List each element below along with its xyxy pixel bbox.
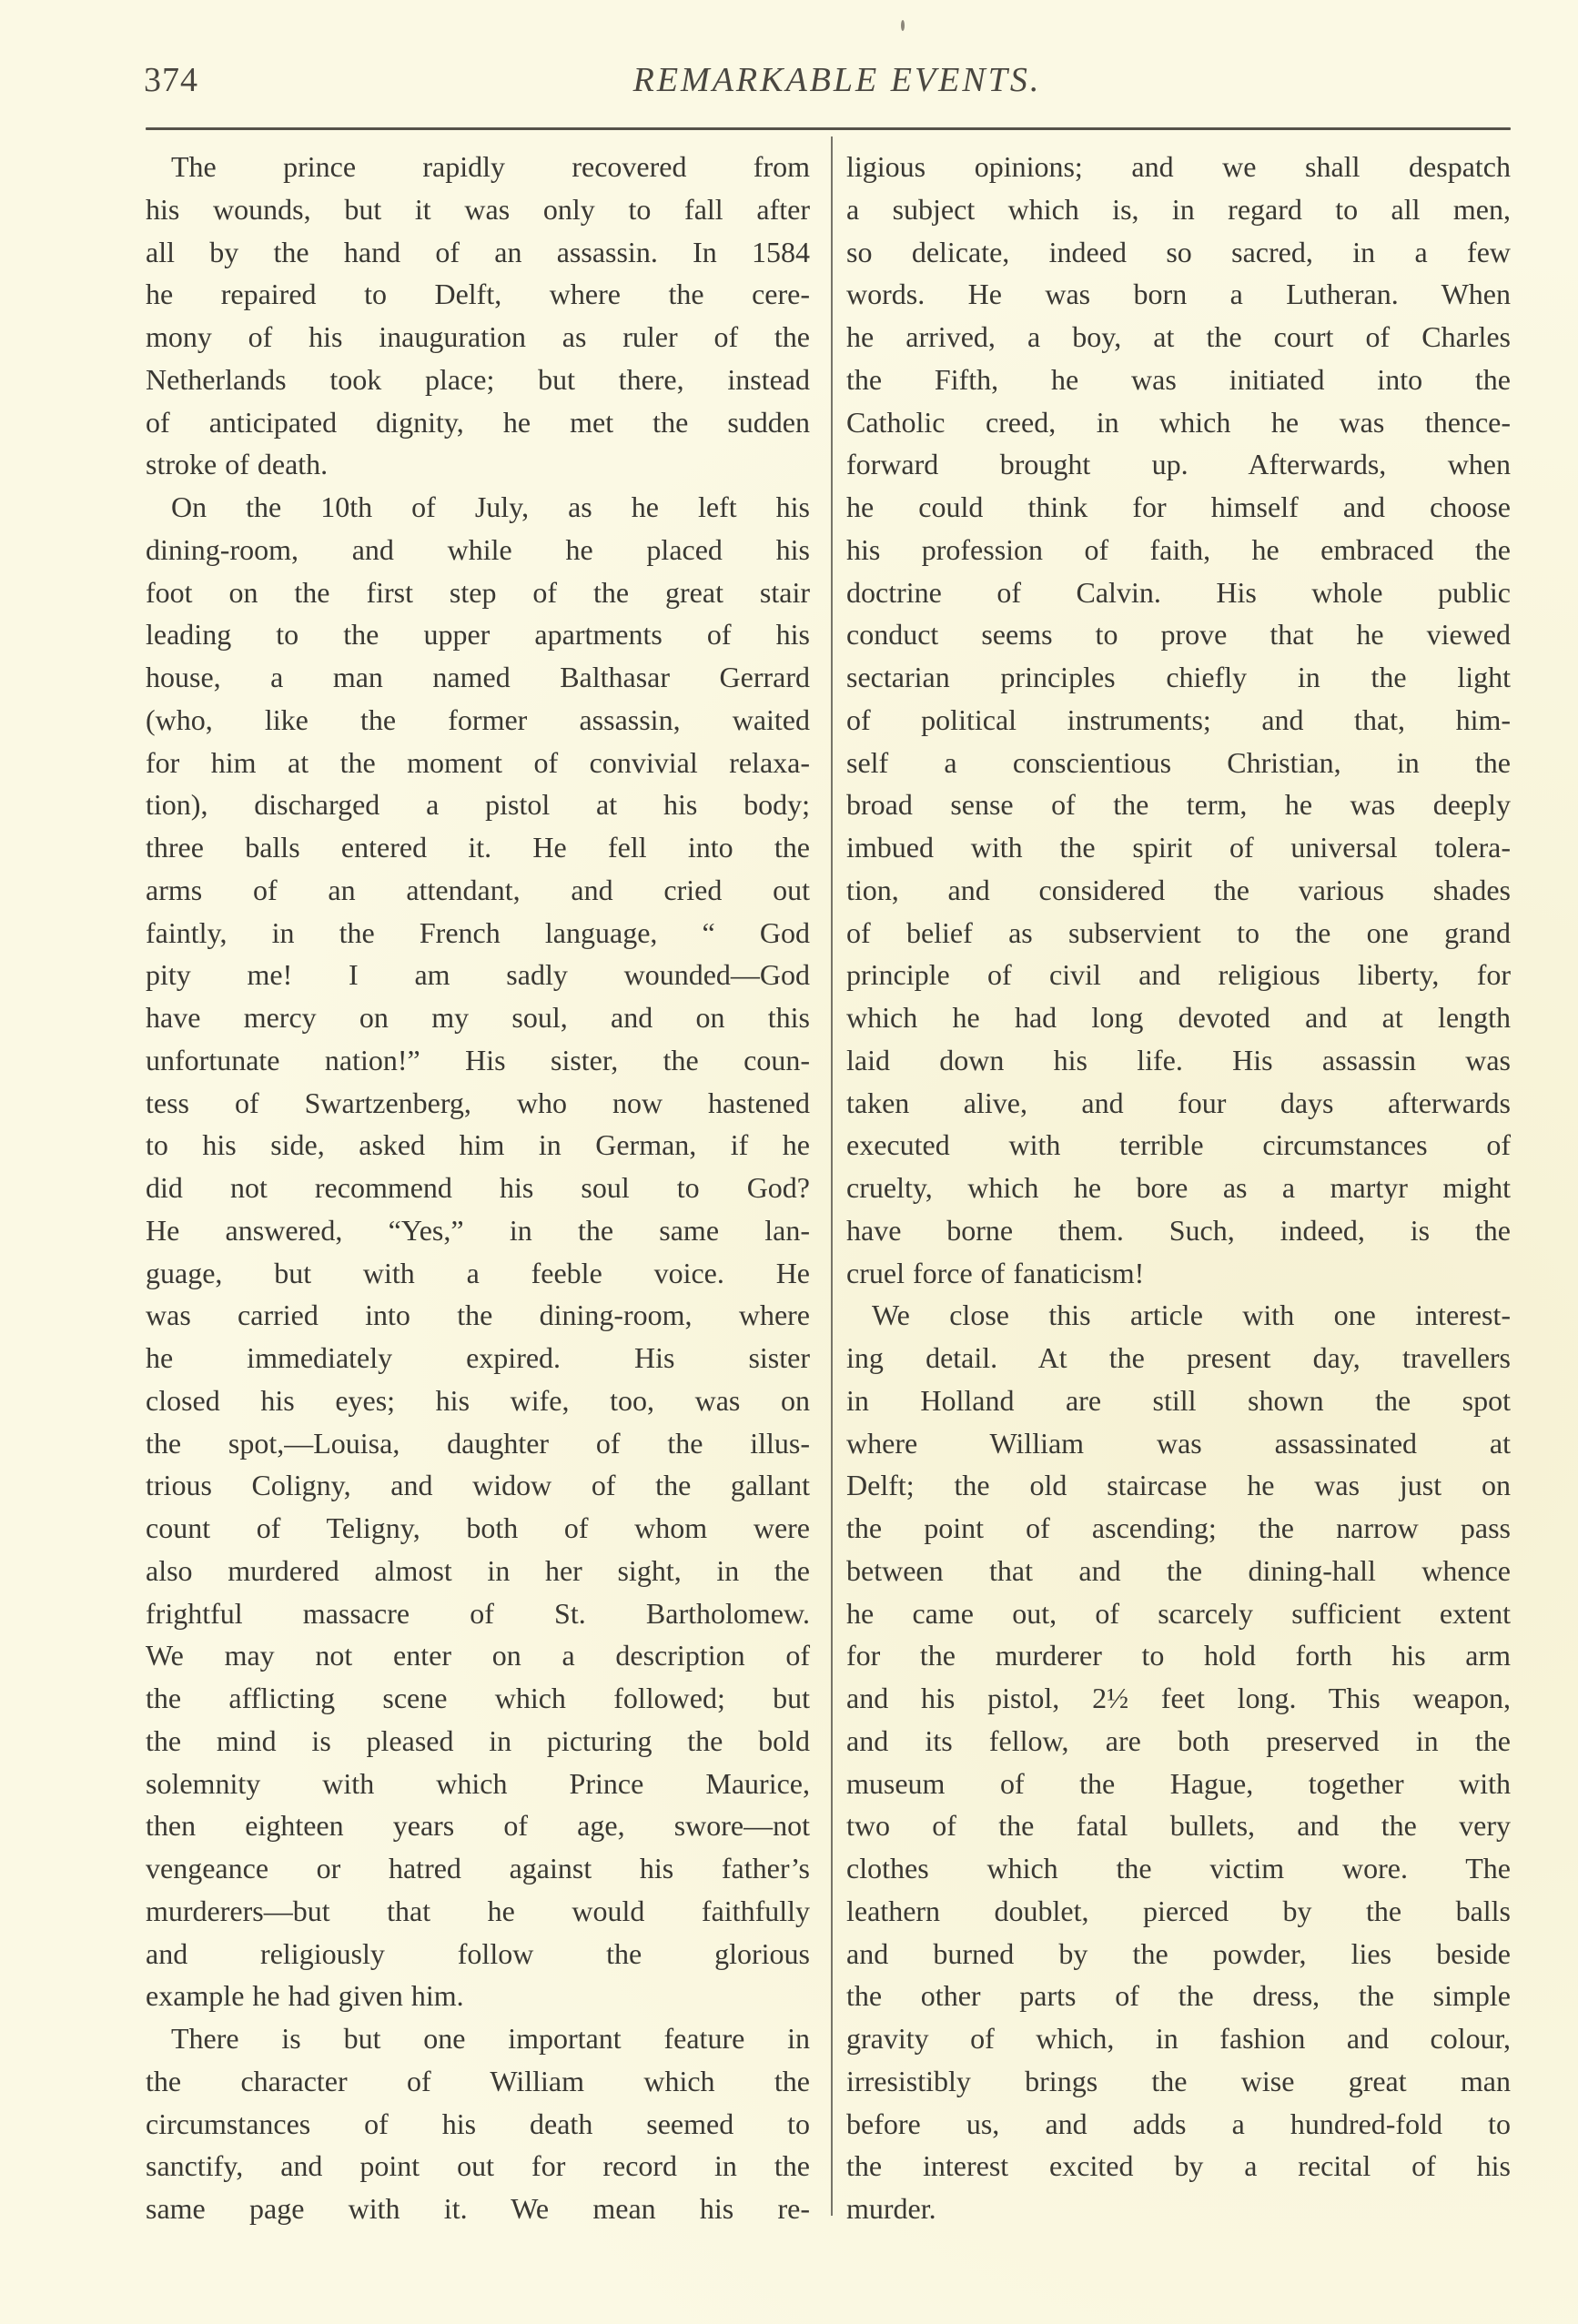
text-line: in Holland are still shown the spot [846, 1383, 1511, 1417]
text-line: also murdered almost in her sight, in the [146, 1553, 810, 1587]
right-column [846, 146, 1511, 2230]
text-line: He answered, “Yes,” in the same lan- [146, 1213, 810, 1247]
left-column [146, 146, 810, 2230]
text-line: the character of William which the [146, 2064, 810, 2097]
text-line: arms of an attendant, and cried out [146, 873, 810, 906]
text-line: laid down his life. His assassin was [846, 1043, 1511, 1076]
text-line: irresistibly brings the wise great man [846, 2064, 1511, 2097]
text-line: frightful massacre of St. Bartholomew. [146, 1596, 810, 1630]
text-line: then eighteen years of age, swore—not [146, 1809, 810, 1843]
text-line: There is but one important feature in [171, 2022, 810, 2055]
text-line: two of the fatal bullets, and the very [846, 1809, 1511, 1843]
text-line: the point of ascending; the narrow pass [846, 1511, 1511, 1544]
text-line: words. He was born a Lutheran. When [846, 278, 1511, 311]
text-line: have borne them. Such, indeed, is the [846, 1213, 1511, 1247]
text-line: leathern doublet, pierced by the balls [846, 1894, 1511, 1927]
text-line: he arrived, a boy, at the court of Charles [846, 320, 1511, 353]
page-number: 374 [144, 61, 198, 99]
text-line: a subject which is, in regard to all men, [846, 192, 1511, 226]
text-line: house, a man named Balthasar Gerrard [146, 661, 810, 693]
text-line: of belief as subservient to the one grand [846, 915, 1511, 949]
text-line: We close this article with one interest- [872, 1298, 1511, 1332]
text-line: forward brought up. Afterwards, when [846, 448, 1511, 481]
text-line: unfortunate nation!” His sister, the coun- [146, 1043, 810, 1076]
text-line: doctrine of Calvin. His whole public [846, 575, 1511, 609]
text-line: the spot,—Louisa, daughter of the illus- [146, 1426, 810, 1460]
text-line: trious Coligny, and widow of the gallant [146, 1469, 810, 1502]
text-line: the mind is pleased in picturing the bold [146, 1723, 810, 1757]
text-line: where William was assassinated at [846, 1426, 1511, 1460]
text-line: the Fifth, he was initiated into the [846, 362, 1511, 396]
text-line: (who, like the former assassin, waited [146, 702, 810, 736]
text-line: vengeance or hatred against his father’s [146, 1852, 810, 1884]
running-title: REMARKABLE EVENTS. [632, 61, 1042, 99]
text-line: ing detail. At the present day, travellers [846, 1341, 1511, 1374]
text-line: dining-room, and while he placed his [146, 532, 810, 566]
text-line: self a conscientious Christian, in the [846, 745, 1511, 779]
header-rule [146, 127, 1511, 130]
text-line: and religiously follow the glorious [146, 1936, 810, 1970]
text-line: We may not enter on a description of [146, 1639, 810, 1672]
text-line: was carried into the dining-room, where [146, 1298, 810, 1332]
text-line: have mercy on my soul, and on this [146, 1001, 810, 1034]
text-line: for him at the moment of convivial relaxa- [146, 745, 810, 779]
text-line: same page with it. We mean his re- [146, 2192, 810, 2225]
text-line: to his side, asked him in German, if he [146, 1128, 810, 1162]
text-line: example he had given him. [146, 1979, 464, 2013]
text-line: three balls entered it. He fell into the [146, 831, 810, 864]
text-line: the other parts of the dress, the simple [846, 1979, 1511, 2013]
text-line: count of Teligny, both of whom were [146, 1511, 810, 1544]
text-line: which he had long devoted and at length [846, 1001, 1511, 1034]
text-line: and burned by the powder, lies beside [846, 1936, 1511, 1970]
text-line: all by the hand of an assassin. In 1584 [146, 235, 810, 268]
text-line: conduct seems to prove that he viewed [846, 618, 1511, 652]
text-line: The prince rapidly recovered from [171, 150, 810, 183]
text-line: and his pistol, 2½ feet long. This weapon, [846, 1682, 1511, 1714]
text-line: clothes which the victim wore. The [846, 1852, 1511, 1884]
text-line: Catholic creed, in which he was thence- [846, 405, 1511, 439]
text-line: murder. [846, 2192, 936, 2225]
text-line: sectarian principles chiefly in the light [846, 661, 1511, 693]
text-line: stroke of death. [146, 448, 329, 481]
text-line: guage, but with a feeble voice. He [146, 1256, 810, 1289]
text-line: he came out, of scarcely sufficient extent [846, 1596, 1511, 1630]
text-line: and its fellow, are both preserved in the [846, 1723, 1511, 1757]
text-line: between that and the dining-hall whence [846, 1553, 1511, 1587]
text-line: broad sense of the term, he was deeply [846, 788, 1511, 822]
text-line: mony of his inauguration as ruler of the [146, 320, 810, 353]
text-line: he immediately expired. His sister [146, 1341, 810, 1374]
text-line: sanctify, and point out for record in the [146, 2149, 810, 2183]
text-line: he could think for himself and choose [846, 490, 1511, 523]
text-line: On the 10th of July, as he left his [171, 490, 810, 523]
text-line: he repaired to Delft, where the cere- [146, 278, 810, 311]
text-line: his wounds, but it was only to fall after [146, 192, 810, 226]
text-line: the afflicting scene which followed; but [146, 1682, 810, 1714]
text-line: tion), discharged a pistol at his body; [146, 788, 810, 822]
text-line: taken alive, and four days afterwards [846, 1086, 1511, 1119]
text-line: gravity of which, in fashion and colour, [846, 2022, 1511, 2055]
text-line: his profession of faith, he embraced the [846, 532, 1511, 566]
text-line: the interest excited by a recital of his [846, 2149, 1511, 2183]
text-line: tess of Swartzenberg, who now hastened [146, 1086, 810, 1119]
text-line: ligious opinions; and we shall despatch [846, 150, 1511, 183]
text-line: leading to the upper apartments of his [146, 618, 810, 652]
text-line: so delicate, indeed so sacred, in a few [846, 235, 1511, 268]
text-line: of political instruments; and that, him- [846, 702, 1511, 736]
text-line: Netherlands took place; but there, instead [146, 362, 810, 396]
text-line: faintly, in the French language, “ God [146, 915, 810, 949]
text-line: imbued with the spirit of universal tolera- [846, 831, 1511, 864]
paper-speck [901, 20, 905, 31]
text-line: before us, and adds a hundred-fold to [846, 2107, 1511, 2140]
text-line: closed his eyes; his wife, too, was on [146, 1383, 810, 1417]
text-line: pity me! I am sadly wounded—God [146, 958, 810, 992]
text-line: cruelty, which he bore as a martyr might [846, 1171, 1511, 1204]
text-line: foot on the first step of the great stair [146, 575, 810, 609]
text-line: Delft; the old staircase he was just on [846, 1469, 1511, 1502]
text-line: cruel force of fanaticism! [846, 1256, 1145, 1289]
text-line: tion, and considered the various shades [846, 873, 1511, 906]
column-divider [831, 136, 833, 2216]
text-line: solemnity with which Prince Maurice, [146, 1766, 810, 1800]
text-line: circumstances of his death seemed to [146, 2107, 810, 2140]
text-line: of anticipated dignity, he met the sudden [146, 405, 810, 439]
text-line: principle of civil and religious liberty, for [846, 958, 1511, 992]
text-line: murderers—but that he would faithfully [146, 1894, 810, 1927]
text-line: museum of the Hague, together with [846, 1766, 1511, 1800]
text-line: did not recommend his soul to God? [146, 1171, 810, 1204]
text-line: for the murderer to hold forth his arm [846, 1639, 1511, 1672]
text-line: executed with terrible circumstances of [846, 1128, 1511, 1162]
